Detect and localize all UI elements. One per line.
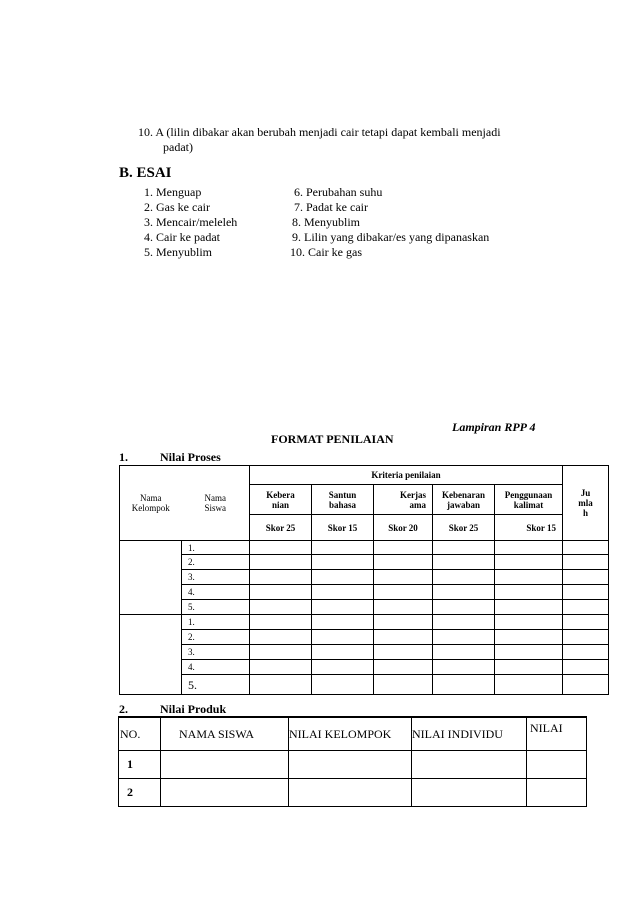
header-nilai: NILAI <box>527 717 587 751</box>
table-row: 4. <box>182 585 250 600</box>
esai-item: 7. Padat ke cair <box>294 200 368 214</box>
header-nilai-kelompok: NILAI KELOMPOK <box>289 717 412 751</box>
esai-item: 9. Lilin yang dibakar/es yang dipanaskan <box>292 230 490 244</box>
criteria-kerjasama: Kerjas ama <box>374 485 433 515</box>
header-no: NO. <box>119 717 161 751</box>
header-nilai-individu: NILAI INDIVIDU <box>412 717 527 751</box>
table-row: 5. <box>182 675 250 695</box>
criteria-kebenaran-jawaban: Kebenaran jawaban <box>433 485 495 515</box>
table-row: 1. <box>182 615 250 630</box>
answer-10-line2: padat) <box>163 140 193 154</box>
table-row: 4. <box>182 660 250 675</box>
score-penggunaan-kalimat: Skor 15 <box>495 515 563 541</box>
section1-title: Nilai Proses <box>160 450 221 464</box>
esai-right-list <box>290 185 489 260</box>
section2-title: Nilai Produk <box>160 702 227 716</box>
esai-left-list <box>144 185 237 260</box>
table-row: 2 <box>119 779 161 807</box>
score-santun-bahasa: Skor 15 <box>312 515 374 541</box>
table-row: 3. <box>182 570 250 585</box>
criteria-penggunaan-kalimat: Penggunaan kalimat <box>495 485 563 515</box>
answer-10-line1: 10. A (lilin dibakar akan berubah menjadi cair tetapi dapat kembali menjadi <box>138 125 501 139</box>
header-nama-siswa: Nama Siswa <box>182 466 250 541</box>
esai-item: 10. Cair ke gas <box>290 245 362 259</box>
esai-item: 6. Perubahan suhu <box>294 185 383 199</box>
format-title: FORMAT PENILAIAN <box>271 432 394 446</box>
score-kerjasama: Skor 20 <box>374 515 433 541</box>
lampiran-label: Lampiran RPP 4 <box>452 420 536 434</box>
group1-cell <box>120 541 182 615</box>
esai-item: 8. Menyublim <box>292 215 360 229</box>
esai-item: 2. Gas ke cair <box>144 200 210 214</box>
table-row: 1. <box>182 541 250 555</box>
criteria-keberanian: Kebera nian <box>250 485 312 515</box>
table-row: 1 <box>119 751 161 779</box>
esai-item: 5. Menyublim <box>144 245 212 259</box>
esai-heading: B. ESAI <box>119 165 172 181</box>
header-jumlah: Ju mla h <box>563 466 609 541</box>
section2-number: 2. <box>119 702 128 716</box>
esai-item: 1. Menguap <box>144 185 202 199</box>
table-row: 2. <box>182 630 250 645</box>
score-kebenaran-jawaban: Skor 25 <box>433 515 495 541</box>
score-keberanian: Skor 25 <box>250 515 312 541</box>
table-row: 2. <box>182 555 250 570</box>
nilai-proses-table <box>119 465 609 695</box>
esai-item: 3. Mencair/meleleh <box>144 215 238 229</box>
table-row: 3. <box>182 645 250 660</box>
section1-number: 1. <box>119 450 128 464</box>
table-row: 5. <box>182 600 250 615</box>
header-nama-siswa: NAMA SISWA <box>161 717 289 751</box>
esai-item: 4. Cair ke padat <box>144 230 220 244</box>
criteria-santun-bahasa: Santun bahasa <box>312 485 374 515</box>
nilai-produk-table <box>118 716 587 807</box>
header-kriteria: Kriteria penilaian <box>250 466 563 485</box>
header-nama-kelompok: Nama Kelompok <box>120 466 182 541</box>
group2-cell <box>120 615 182 695</box>
